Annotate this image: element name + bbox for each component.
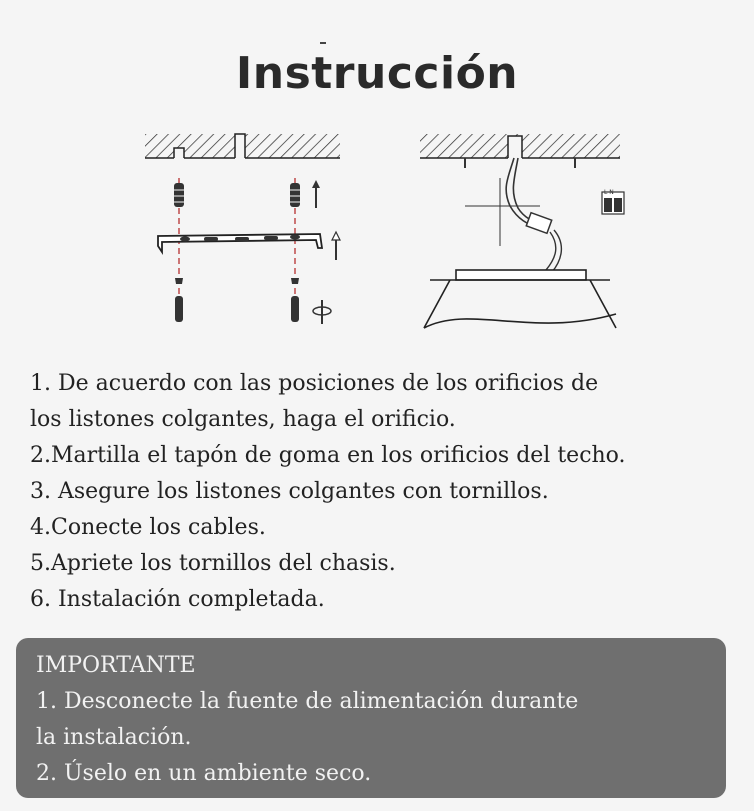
important-line-1-continued: la instalación. <box>36 725 192 750</box>
step-line-4: 4.Conecte los cables. <box>30 515 266 540</box>
stray-mark <box>320 42 326 44</box>
page-title: Instrucción <box>235 48 519 99</box>
important-notice-box <box>16 638 726 798</box>
step-line-1: 1. De acuerdo con las posiciones de los orificios de <box>30 371 599 396</box>
wiring-diagram-icon <box>410 128 635 338</box>
important-heading: IMPORTANTE <box>36 653 196 678</box>
terminal-block-icon <box>602 189 624 214</box>
step-line-1-continued: los listones colgantes, haga el orificio. <box>30 407 456 432</box>
important-line-2: 2. Úselo en un ambiente seco. <box>36 761 372 786</box>
step-line-3: 3. Asegure los listones colgantes con tornillos. <box>30 479 549 504</box>
step-line-5: 5.Apriete los tornillos del chasis. <box>30 551 396 576</box>
step-line-2: 2.Martilla el tapón de goma en los orificios del techo. <box>30 443 626 468</box>
bracket-mount-diagram-icon <box>140 128 350 333</box>
step-line-6: 6. Instalación completada. <box>30 587 325 612</box>
wire-label: L N <box>604 189 614 196</box>
instruction-steps <box>30 366 740 618</box>
important-line-1: 1. Desconecte la fuente de alimentación durante <box>36 689 579 714</box>
